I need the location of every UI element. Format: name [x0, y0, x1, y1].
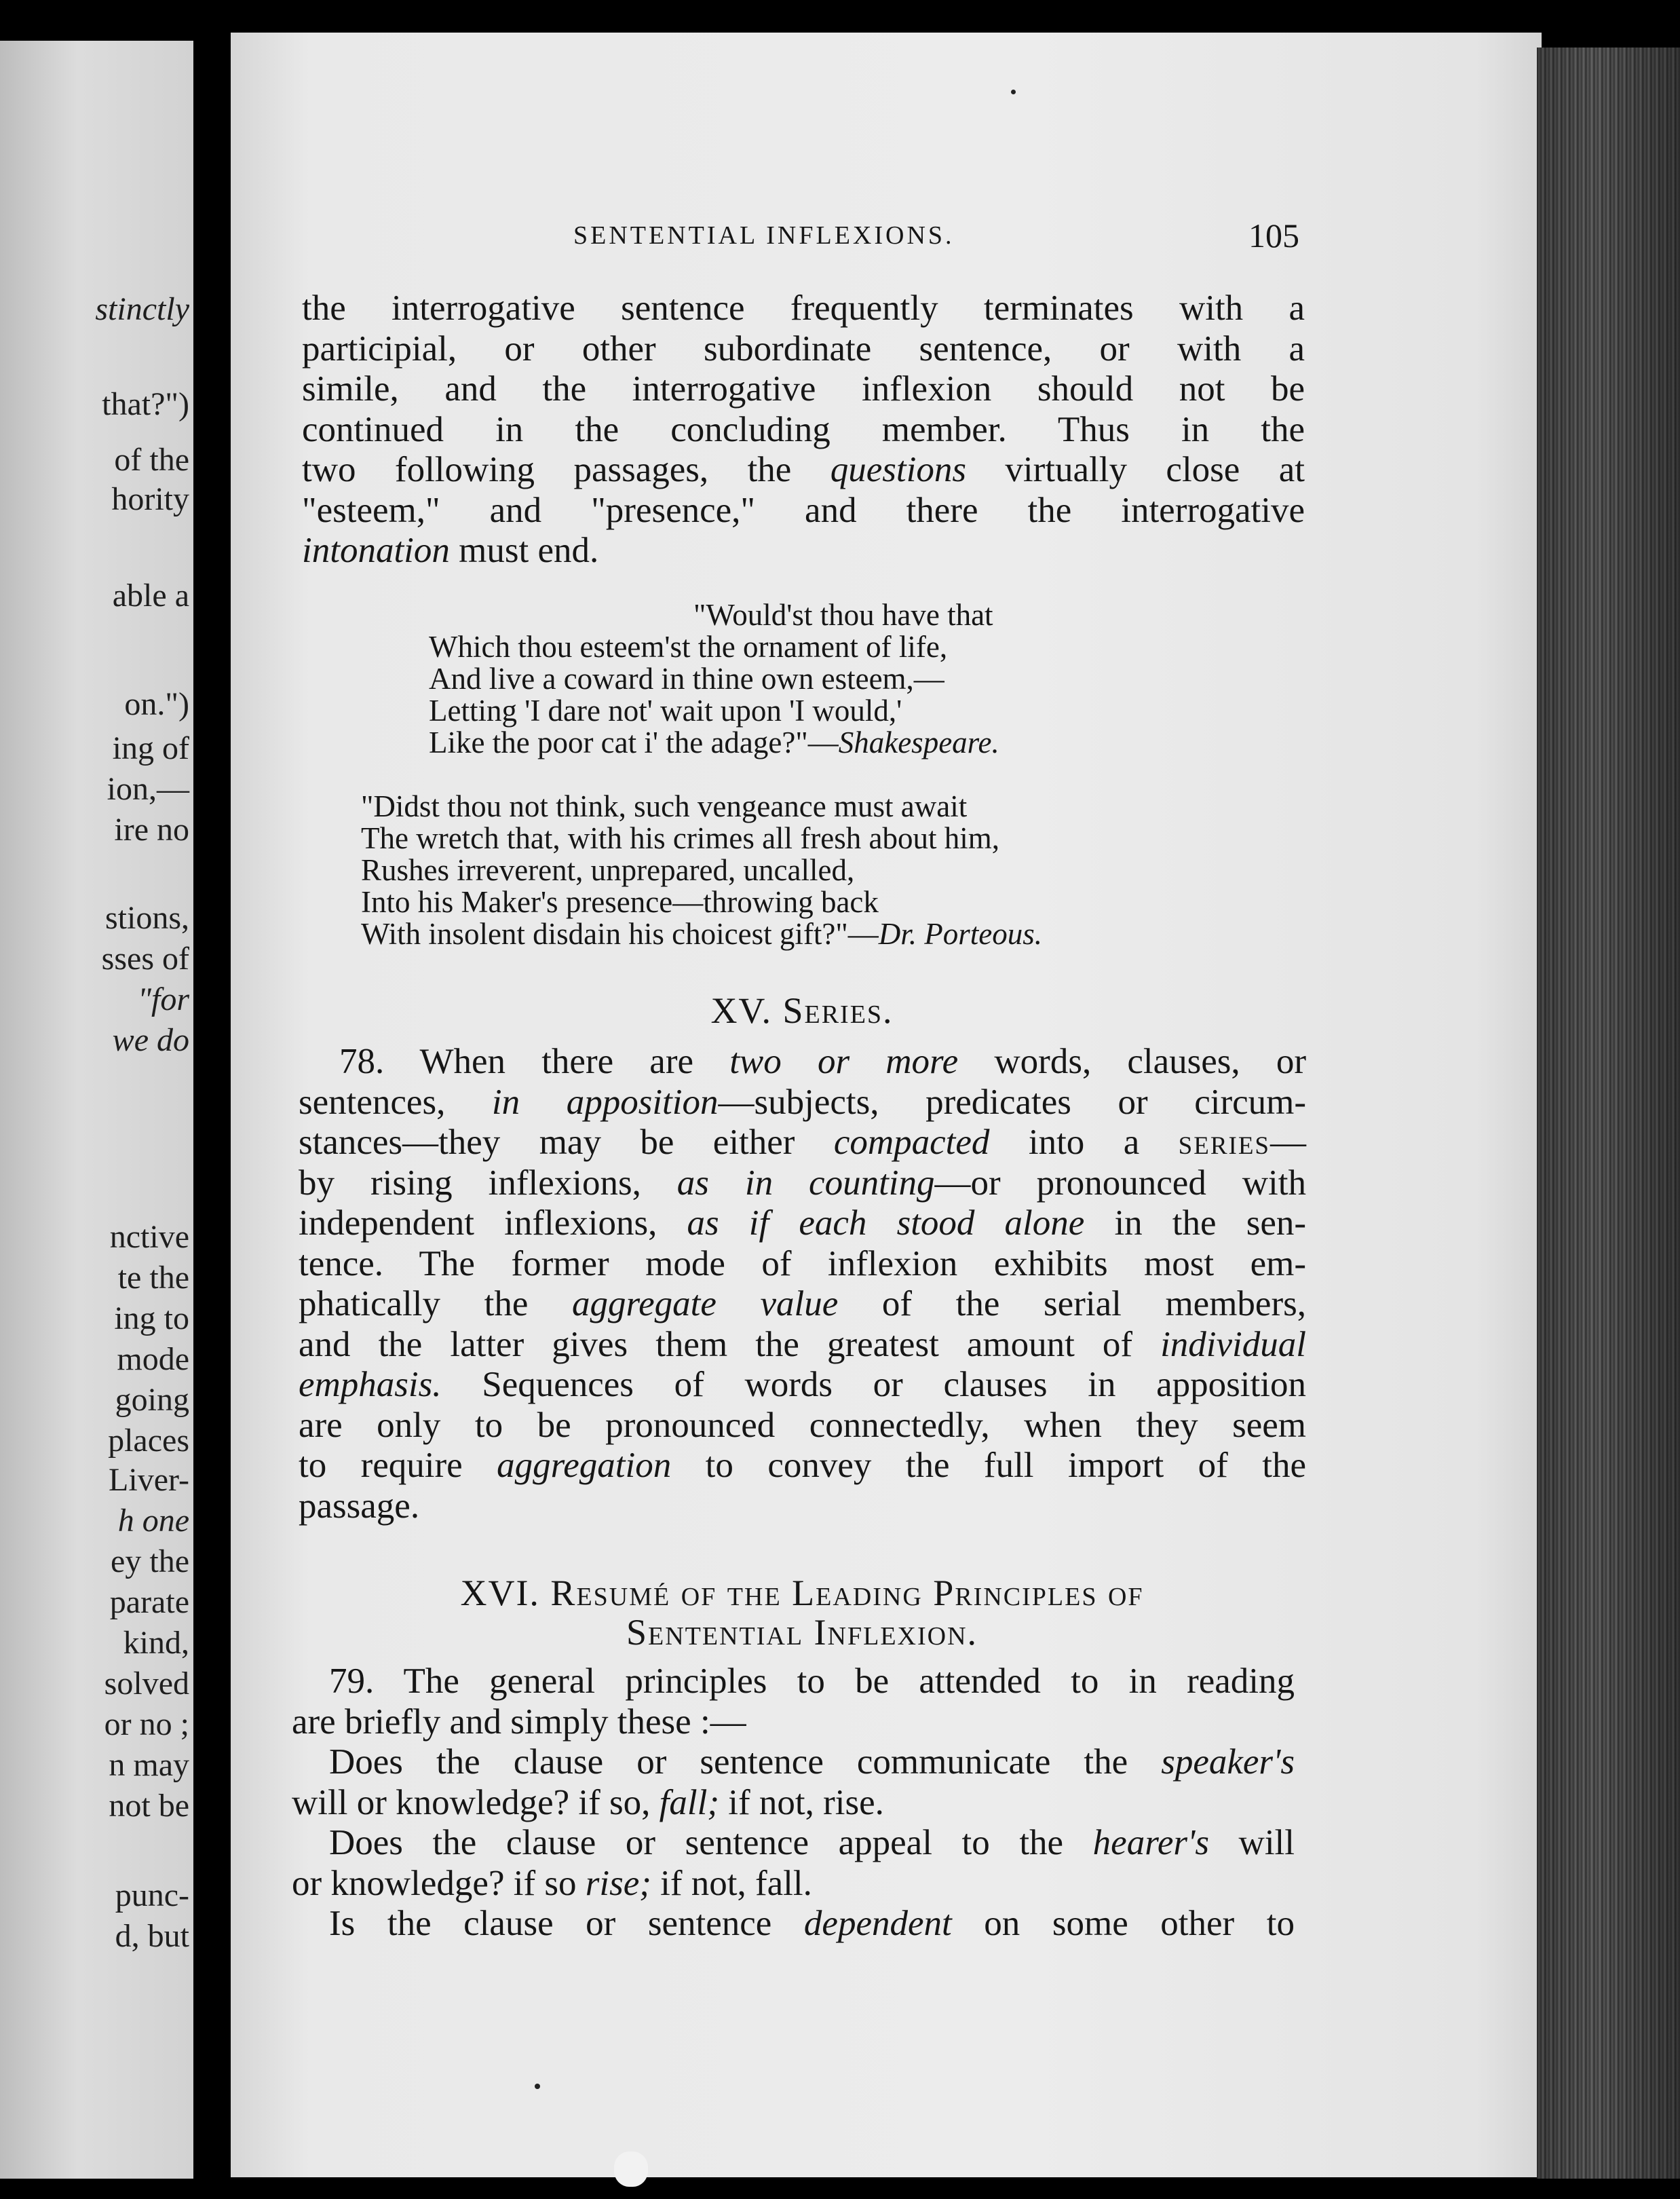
text-line: participial, or other subordinate sentence, or with a: [302, 328, 1305, 369]
left-page-line: nctive: [109, 1219, 189, 1255]
print-speck: [535, 2084, 540, 2089]
left-page-line: or no ;: [104, 1706, 189, 1742]
text-line: Does the clause or sentence communicate the speaker's: [329, 1742, 1295, 1782]
left-page-line: able a: [112, 578, 189, 614]
left-page-line: parate: [109, 1584, 189, 1620]
left-page-line: going: [115, 1382, 189, 1418]
text-line: Does the clause or sentence appeal to the hearer's will: [329, 1823, 1295, 1862]
left-page-line: we do: [112, 1022, 189, 1058]
text-line: will or knowledge? if so, fall; if not, rise.: [292, 1782, 884, 1822]
left-page-line: ing of: [112, 730, 189, 766]
quote-line: The wretch that, with his crimes all fresh about him,: [361, 821, 1000, 855]
intro-paragraph: [302, 288, 1305, 571]
left-page-line: d, but: [115, 1918, 189, 1954]
left-page-line: sses of: [101, 941, 189, 977]
left-page-line: n may: [109, 1747, 189, 1783]
left-page-line: punc-: [115, 1877, 189, 1913]
quote-line: "Would'st thou have that: [693, 598, 993, 632]
section-heading-line: Sentential Inflexion.: [626, 1612, 978, 1653]
section-heading: [299, 1573, 1305, 1652]
left-page-line: kind,: [123, 1625, 189, 1661]
quote-line: Which thou esteem'st the ornament of life,: [429, 630, 948, 664]
text-line: "esteem," and "presence," and there the interrogative: [302, 490, 1305, 530]
text-line: by rising inflexions, as in counting—or pronounced with: [299, 1163, 1307, 1203]
print-speck: [1011, 90, 1016, 94]
text-line: the interrogative sentence frequently terminates with a: [302, 288, 1305, 328]
left-page-line: places: [108, 1423, 189, 1459]
text-line: intonation must end.: [302, 531, 599, 570]
left-page-line: h one: [117, 1503, 189, 1539]
text-line: two following passages, the questions virtually close at: [302, 450, 1305, 489]
left-facing-page: [0, 41, 193, 2179]
quote-line: With insolent disdain his choicest gift?"—Dr. Porteous.: [361, 917, 1042, 951]
left-page-line: mode: [117, 1341, 189, 1377]
left-page-line: stinctly: [95, 291, 189, 327]
quote-line: Letting 'I dare not' wait upon 'I would,': [429, 694, 902, 728]
text-line: or knowledge? if so rise; if not, fall.: [292, 1863, 812, 1903]
left-page-line: that?"): [102, 386, 189, 422]
quote-line: "Didst thou not think, such vengeance must await: [361, 789, 968, 823]
text-line: stances—they may be either compacted into a series—: [299, 1123, 1306, 1162]
text-line: sentences, in apposition—subjects, predicates or circum-: [299, 1082, 1306, 1122]
paper-blemish: [614, 2151, 648, 2187]
text-line: emphasis. Sequences of words or clauses in apposition: [299, 1365, 1306, 1404]
left-page-line: te the: [117, 1260, 189, 1296]
text-line: tence. The former mode of inflexion exhibits most em-: [299, 1243, 1306, 1283]
text-line: independent inflexions, as if each stood alone in the sen-: [299, 1203, 1306, 1243]
left-page-line: stions,: [104, 900, 189, 936]
left-page-line: ion,—: [107, 771, 189, 807]
left-page-line: of the: [114, 442, 189, 478]
page-edges: [1537, 48, 1680, 2179]
page-number: 105: [1248, 217, 1299, 255]
text-line: 79. The general principles to be attended to in reading: [329, 1661, 1295, 1701]
quote-line: And live a coward in thine own esteem,—: [429, 662, 944, 696]
left-page-line: solved: [104, 1666, 189, 1702]
text-line: passage.: [299, 1486, 420, 1526]
text-line: are only to be pronounced connectedly, when they seem: [299, 1405, 1306, 1445]
text-line: continued in the concluding member. Thus in the: [302, 409, 1305, 449]
left-page-line: ire no: [114, 812, 189, 848]
text-line: simile, and the interrogative inflexion should not be: [302, 369, 1305, 409]
text-line: Is the clause or sentence dependent on some other to: [329, 1904, 1295, 1943]
quote-attribution: Shakespeare.: [838, 726, 999, 759]
quote-line: Rushes irreverent, unprepared, uncalled,: [361, 853, 855, 887]
left-page-line: "for: [137, 981, 189, 1017]
left-page-line: not be: [109, 1788, 189, 1824]
quote-line: Into his Maker's presence—throwing back: [361, 885, 879, 919]
left-page-line: on."): [124, 686, 189, 722]
left-page-line: ing to: [114, 1300, 189, 1336]
section-heading-line: XVI. Resumé of the Leading Principles of: [460, 1573, 1144, 1613]
paragraph-78: [299, 1042, 1306, 1526]
left-page-line: hority: [111, 481, 189, 517]
text-line: and the latter gives them the greatest amount of individual: [299, 1324, 1306, 1364]
text-line: 78. When there are two or more words, clauses, or: [339, 1042, 1307, 1081]
text-line: to require aggregation to convey the full import of the: [299, 1446, 1306, 1485]
text-line: are briefly and simply these :—: [292, 1702, 746, 1742]
paragraph-79: [292, 1661, 1295, 1944]
quote-line: Like the poor cat i' the adage?"—Shakespeare.: [429, 726, 999, 759]
running-header: SENTENTIAL INFLEXIONS.: [573, 221, 955, 250]
quote-attribution: Dr. Porteous.: [878, 917, 1042, 951]
left-page-line: ey the: [111, 1543, 189, 1579]
left-page-line: Liver-: [109, 1462, 189, 1498]
text-line: phatically the aggregate value of the serial members,: [299, 1284, 1306, 1323]
section-heading: XV. Series.: [710, 990, 894, 1031]
